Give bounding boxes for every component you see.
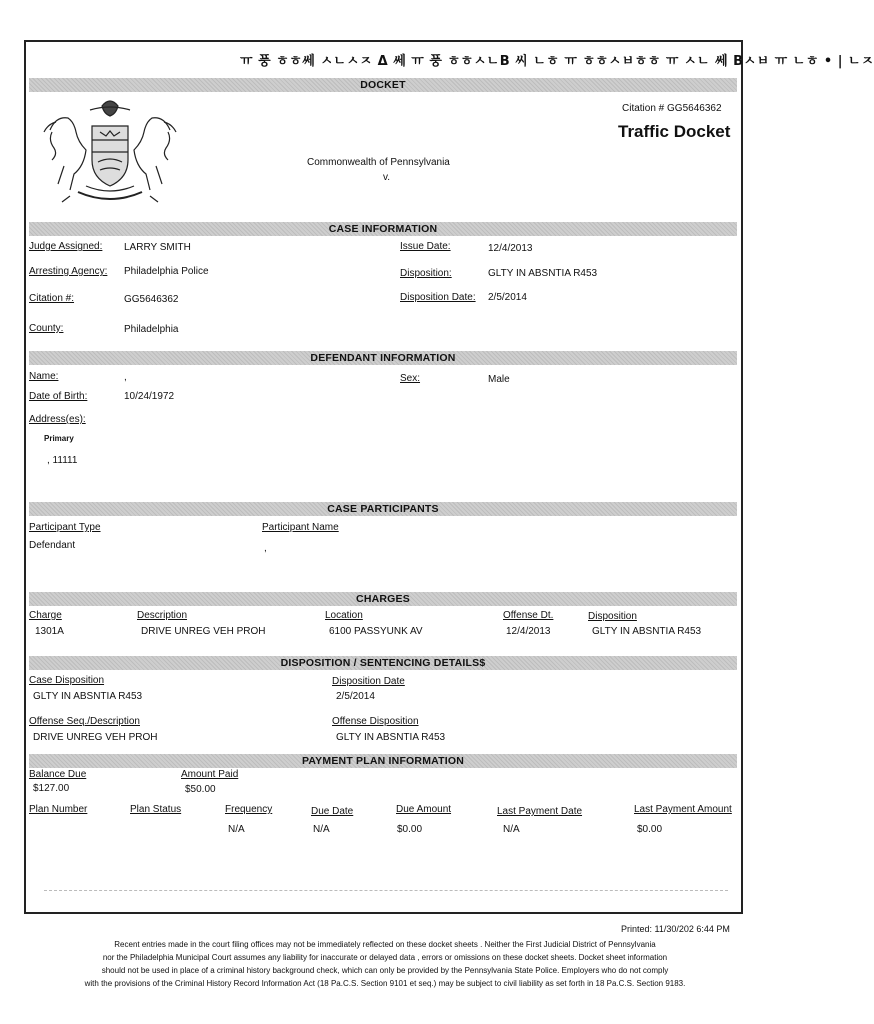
last-payment-amount-header: Last Payment Amount: [634, 804, 732, 815]
charges-bar: CHARGES: [29, 592, 737, 606]
judge-value: LARRY SMITH: [124, 242, 191, 253]
agency-label: Arresting Agency:: [29, 266, 108, 277]
commonwealth-label: Commonwealth of Pennsylvania: [307, 157, 450, 168]
pennsylvania-seal-icon: [30, 96, 190, 208]
charges-header-location: Location: [325, 610, 363, 621]
case-disposition-value: GLTY IN ABSNTIA R453: [33, 691, 143, 702]
offense-seq-value: DRIVE UNREG VEH PROH: [33, 732, 158, 743]
charge-offense-date: 12/4/2013: [506, 626, 551, 637]
charge-location: 6100 PASSYUNK AV: [329, 626, 423, 637]
sex-label: Sex:: [400, 373, 421, 384]
citation-ref: Citation # GG5646362: [622, 103, 722, 114]
payment-plan-bar: PAYMENT PLAN INFORMATION: [29, 754, 737, 768]
name-label: Name:: [29, 371, 59, 382]
address-label: Address(es):: [29, 414, 86, 425]
charges-header-charge: Charge: [29, 610, 62, 621]
disclaimer-line: nor the Philadelphia Municipal Court assumes any liability for inaccurate or delayed data , errors or omissions on these docket sheets. Docket sheet information: [102, 953, 668, 962]
disclaimer-line: with the provisions of the Criminal History Record Information Act (18 Pa.C.S. Section 9101 et seq.) may be subject to civil liability as set forth in 18 Pa.C.S. Section 9183.: [84, 979, 686, 988]
due-date-value: N/A: [313, 824, 330, 835]
participant-name-value: ,: [264, 543, 267, 554]
county-value: Philadelphia: [124, 324, 179, 335]
charges-header-disposition: Disposition: [588, 611, 637, 622]
plan-status-header: Plan Status: [130, 804, 182, 815]
charge-description: DRIVE UNREG VEH PROH: [141, 626, 266, 637]
due-amount-header: Due Amount: [396, 804, 452, 815]
offense-disposition-label: Offense Disposition: [332, 716, 419, 727]
disclaimer-line: should not be used in place of a criminal history background check, which can only be provided by the Pennsylvania State Police. Employers who do not comply: [101, 966, 669, 975]
charges-header-offense-date: Offense Dt.: [503, 610, 554, 621]
defendant-information-bar: DEFENDANT INFORMATION: [29, 351, 737, 365]
printed-timestamp: Printed: 11/30/202 6:44 PM: [621, 924, 730, 934]
due-date-header: Due Date: [311, 806, 354, 817]
case-participants-bar: CASE PARTICIPANTS: [29, 502, 737, 516]
dob-value: 10/24/1972: [124, 391, 175, 402]
disposition-sentencing-bar: DISPOSITION / SENTENCING DETAILS$: [29, 656, 737, 670]
sentencing-disposition-date-label: Disposition Date: [332, 676, 405, 687]
last-payment-date-header: Last Payment Date: [497, 806, 583, 817]
last-payment-date-value: N/A: [503, 824, 520, 835]
county-label: County:: [29, 323, 64, 334]
issue-date-label: Issue Date:: [400, 241, 451, 252]
charges-header-description: Description: [137, 610, 188, 621]
participant-type-header: Participant Type: [29, 522, 101, 533]
disposition-value: GLTY IN ABSNTIA R453: [488, 268, 598, 279]
citation-value: GG5646362: [124, 294, 179, 305]
frequency-value: N/A: [228, 824, 245, 835]
address-value: , 11111: [47, 455, 78, 466]
disposition-label: Disposition:: [400, 268, 452, 279]
header-code-line: ㅠ 풍 ㅎㅎ쎄 ㅅㄴㅅㅈ ᐃ 쎄 ㅠ 풍 ㅎㅎㅅㄴB 씨 ㄴㅎ ㅠ ㅎㅎㅅㅂㅎㅎ ㅠ ㅅㄴ 쎄 Bㅅㅂ ㅠ ㄴㅎ • | ㄴㅈ: [240, 54, 874, 69]
dob-label: Date of Birth:: [29, 391, 88, 402]
frequency-header: Frequency: [225, 804, 273, 815]
sex-value: Male: [488, 374, 510, 385]
versus-label: v.: [383, 172, 391, 183]
last-payment-amount-value: $0.00: [637, 824, 663, 835]
charge-code: 1301A: [35, 626, 64, 637]
due-amount-value: $0.00: [397, 824, 423, 835]
citation-label: Citation #:: [29, 293, 75, 304]
judge-label: Judge Assigned:: [29, 241, 103, 252]
balance-due-label: Balance Due: [29, 769, 87, 780]
offense-disposition-value: GLTY IN ABSNTIA R453: [336, 732, 446, 743]
case-information-bar: CASE INFORMATION: [29, 222, 737, 236]
dashed-divider: [44, 890, 728, 891]
offense-seq-label: Offense Seq./Description: [29, 716, 140, 727]
primary-address-label: Primary: [44, 434, 74, 443]
disposition-date-label: Disposition Date:: [400, 292, 476, 303]
disclaimer-line: Recent entries made in the court filing offices may not be immediately reflected on these docket sheets . Neither the First Judicial District of Pennsylvania: [114, 940, 656, 949]
docket-bar: DOCKET: [29, 78, 737, 92]
sentencing-disposition-date-value: 2/5/2014: [336, 691, 375, 702]
doc-title: Traffic Docket: [618, 122, 731, 141]
charge-disposition: GLTY IN ABSNTIA R453: [592, 626, 702, 637]
plan-number-header: Plan Number: [29, 804, 88, 815]
issue-date-value: 12/4/2013: [488, 243, 533, 254]
participant-name-header: Participant Name: [262, 522, 339, 533]
name-value: ,: [124, 372, 127, 383]
amount-paid-value: $50.00: [185, 784, 216, 795]
participant-type-value: Defendant: [29, 540, 76, 551]
disposition-date-value: 2/5/2014: [488, 292, 527, 303]
agency-value: Philadelphia Police: [124, 266, 209, 277]
balance-due-value: $127.00: [33, 783, 70, 794]
case-disposition-label: Case Disposition: [29, 675, 105, 686]
amount-paid-label: Amount Paid: [181, 769, 239, 780]
